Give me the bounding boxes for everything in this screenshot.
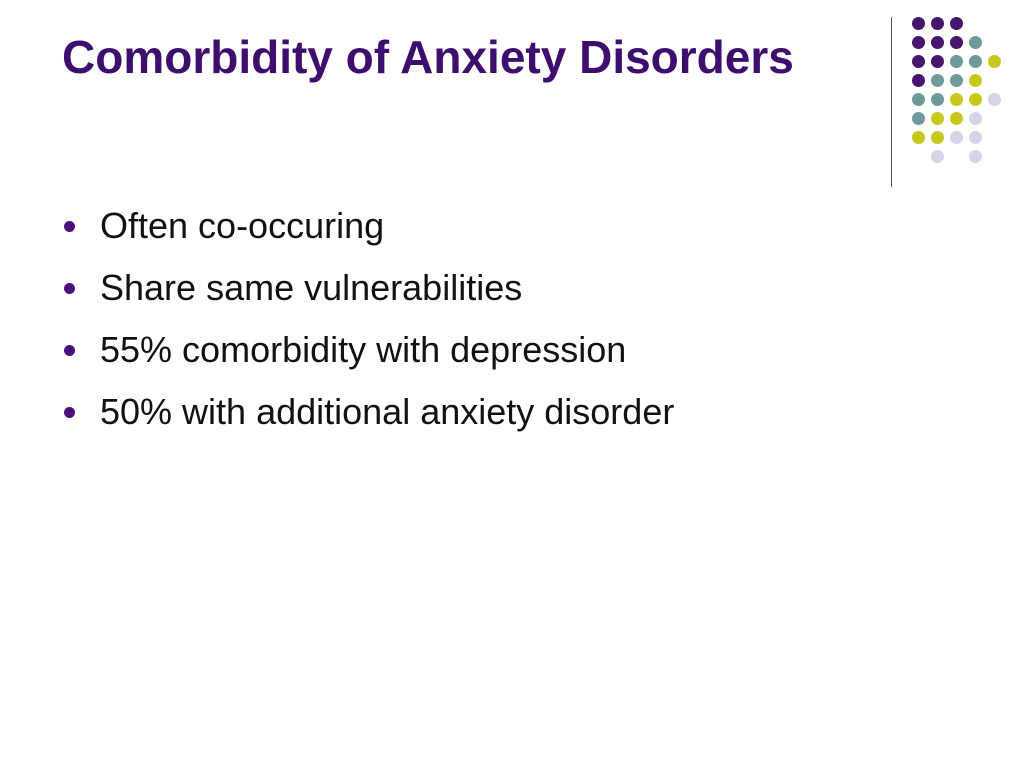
decorative-dot <box>912 36 925 49</box>
decorative-dot <box>969 55 982 68</box>
decorative-dot <box>950 112 963 125</box>
bullet-text: Share same vulnerabilities <box>100 267 523 308</box>
decorative-dot <box>912 17 925 30</box>
bullet-dot-icon <box>64 345 75 356</box>
bullet-dot-icon <box>64 221 75 232</box>
decorative-dot <box>950 36 963 49</box>
decorative-dot <box>950 93 963 106</box>
decorative-dot <box>969 93 982 106</box>
bullet-list <box>62 198 674 446</box>
decorative-dot <box>912 55 925 68</box>
decorative-dot <box>969 112 982 125</box>
decorative-dot <box>912 131 925 144</box>
bullet-dot-icon <box>64 283 75 294</box>
decorative-dot <box>969 74 982 87</box>
decorative-dot <box>931 55 944 68</box>
decorative-dot <box>988 93 1001 106</box>
decorative-dot <box>931 131 944 144</box>
decorative-dot <box>931 74 944 87</box>
slide-title: Comorbidity of Anxiety Disorders <box>62 31 794 83</box>
decorative-dot <box>931 150 944 163</box>
decorative-dot <box>969 150 982 163</box>
bullet-item <box>62 384 674 446</box>
decorative-dot <box>931 17 944 30</box>
bullet-item <box>62 322 674 384</box>
decorative-dot <box>912 74 925 87</box>
bullet-text: Often co-occuring <box>100 205 385 246</box>
decorative-dot <box>912 93 925 106</box>
decorative-dot <box>931 93 944 106</box>
bullet-item <box>62 260 674 322</box>
decorative-dot <box>950 131 963 144</box>
decorative-dot <box>969 36 982 49</box>
bullet-text: 50% with additional anxiety disorder <box>100 391 675 432</box>
decorative-dot <box>950 17 963 30</box>
decorative-dot <box>950 74 963 87</box>
decorative-dot <box>931 112 944 125</box>
bullet-item <box>62 198 674 260</box>
bullet-dot-icon <box>64 407 75 418</box>
decorative-dot <box>912 112 925 125</box>
bullet-text: 55% comorbidity with depression <box>100 329 627 370</box>
decorative-dot <box>931 36 944 49</box>
title-divider <box>891 17 892 187</box>
decorative-dot <box>988 55 1001 68</box>
decorative-dot <box>950 55 963 68</box>
decorative-dot <box>969 131 982 144</box>
